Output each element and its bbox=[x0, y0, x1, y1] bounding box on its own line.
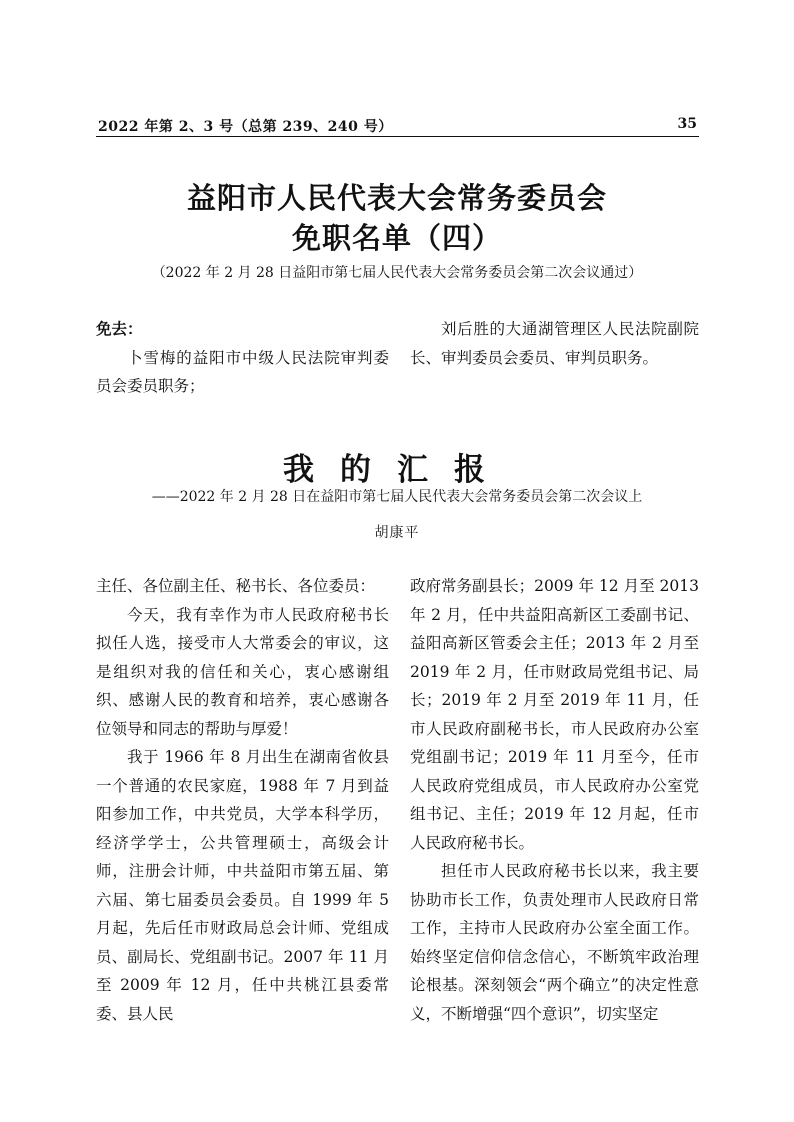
report-right-column bbox=[410, 572, 699, 1028]
report-title: 我的汇报 bbox=[283, 452, 511, 488]
notice-item-right: 刘后胜的大通湖管理区人民法院副院长、审判委员会委员、审判员职务。 bbox=[410, 320, 699, 367]
notice-heading: 免去： bbox=[96, 319, 143, 338]
notice-right-column bbox=[410, 315, 699, 372]
report-paragraph: 担任市人民政府秘书长以来，我主要协助市长工作，负责处理市人民政府日常工作，主持市人民政府办公室全面工作。始终坚定信仰信念信心，不断筑牢政治理论根基。深刻领会“两个确立”的决定性意义，不断增强“四个意识”，切实坚定 bbox=[410, 862, 699, 1023]
journal-issue: 2022 年第 2、3 号（总第 239、240 号） bbox=[98, 119, 393, 135]
page-number: 35 bbox=[677, 116, 697, 132]
notice-title-line2: 免职名单（四） bbox=[291, 221, 502, 255]
notice-title-line1: 益阳市人民代表大会常务委员会 bbox=[186, 181, 607, 215]
report-left-column bbox=[96, 572, 389, 1028]
report-greeting: 主任、各位副主任、秘书长、各位委员： bbox=[96, 577, 376, 595]
report-paragraph: 今天，我有幸作为市人民政府秘书长拟任人选，接受市人大常委会的审议，这是组织对我的信任和关心，衷心感谢组织、感谢人民的教育和培养，衷心感谢各位领导和同志的帮助与厚爱！ bbox=[96, 605, 389, 738]
notice-item-left: 卜雪梅的益阳市中级人民法院审判委员会委员职务； bbox=[96, 348, 389, 395]
report-subtitle: ——2022 年 2 月 28 日在益阳市第七届人民代表大会常务委员会第二次会议上 bbox=[151, 489, 643, 505]
report-paragraph: 政府常务副县长；2009 年 12 月至 2013 年 2 月，任中共益阳高新区工委副书记、益阳高新区管委会主任；2013 年 2 月至 2019 年 2 月，任市财政局党组书记、局长；2019 年 2 月至 2019 年 11 月，任市人民政府副秘书长，市人民政府办公室党组副书记；2019 年 11 月至今，任市人民政府党组成员，市人民政府办公室党组书记、主任；2019 年 12 月起，任市人民政府秘书长。 bbox=[410, 577, 699, 852]
header-divider bbox=[96, 136, 699, 137]
notice-subtitle: （2022 年 2 月 28 日益阳市第七届人民代表大会常务委员会第二次会议通过） bbox=[151, 265, 643, 281]
report-paragraph: 我于 1966 年 8 月出生在湖南省攸县一个普通的农民家庭，1988 年 7 月到益阳参加工作，中共党员，大学本科学历，经济学学士，公共管理硕士，高级会计师，注册会计师，中共益阳市第五届、第六届、第七届委员会委员。自 1999 年 5 月起，先后任市财政局总会计师、党组成员、副局长、党组副书记。2007 年 11 月至 2009 年 12 月，任中共桃江县委常委、县人民 bbox=[96, 748, 389, 1023]
report-author: 胡康平 bbox=[374, 525, 420, 541]
notice-left-column bbox=[96, 315, 389, 401]
